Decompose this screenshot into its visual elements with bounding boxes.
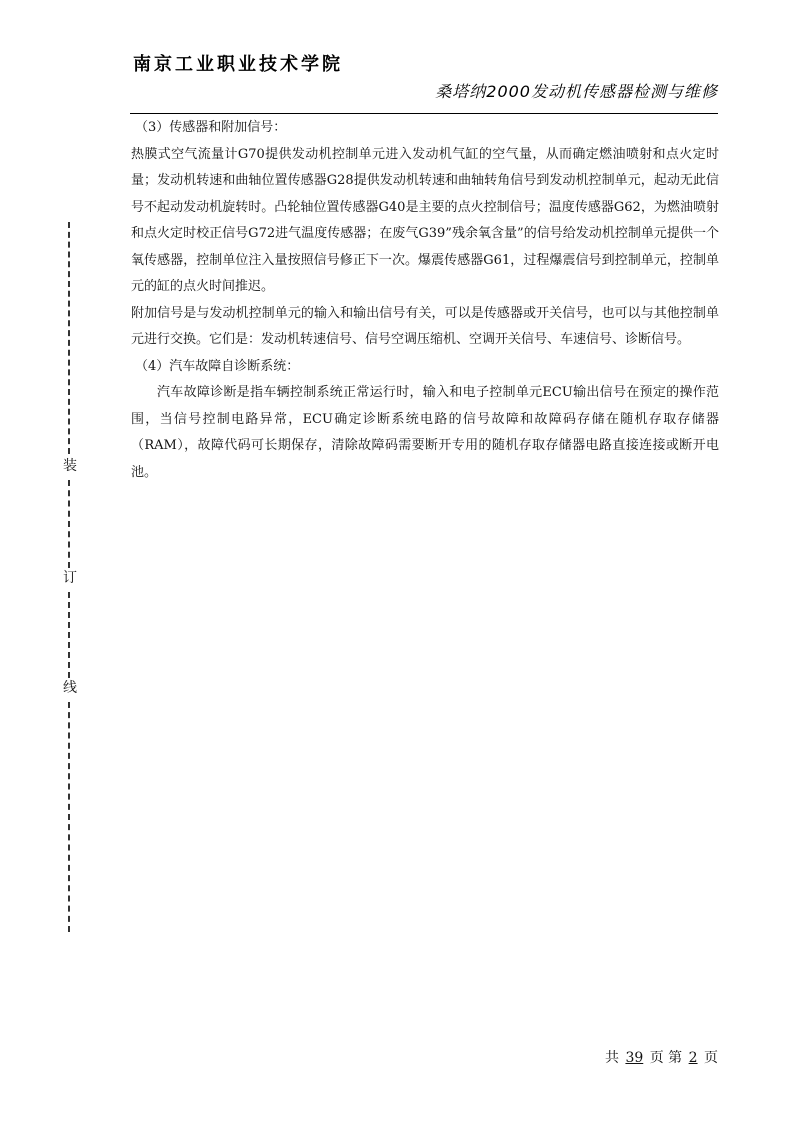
page-footer bbox=[605, 1047, 718, 1067]
course-title: 桑塔纳2000发动机传感器检测与维修 bbox=[435, 82, 718, 101]
header-divider bbox=[130, 113, 718, 114]
section-3-paragraph-sensors: 热膜式空气流量计G70提供发动机控制单元进入发动机气缸的空气量，从而确定燃油喷射和点火定时量；发动机转速和曲轴位置传感器G28提供发动机转速和曲轴转角信号到发动机控制单元，起动无此信号不起动发动机旋转时。凸轮轴位置传感器G40是主要的点火控制信号；温度传感器G62，为燃油喷射和点火定时校正信号G72进气温度传感器；在废气G39”残余氧含量”的信号给发动机控制单元提供一个氧传感器，控制单位注入量按照信号修正下一次。爆震传感器G61，过程爆震信号到控制单元，控制单元的缸的点火时间推迟。 bbox=[131, 146, 719, 294]
total-page-count: 39 bbox=[625, 1050, 644, 1066]
section-3-paragraph-additional-signals: 附加信号是与发动机控制单元的输入和输出信号有关，可以是传感器或开关信号，也可以与其他控制单元进行交换。它们是：发动机转速信号、信号空调压缩机、空调开关信号、车速信号、诊断信号。 bbox=[131, 305, 719, 347]
footer-total-prefix: 共 bbox=[604, 1050, 619, 1066]
section-4-heading: （4）汽车故障自诊断系统： bbox=[135, 358, 300, 374]
binding-dash-line bbox=[68, 702, 70, 932]
binding-margin bbox=[56, 222, 84, 932]
binding-dash-line bbox=[68, 592, 70, 678]
section-3-heading: （3）传感器和附加信号： bbox=[135, 120, 287, 135]
binding-char-xian: 线 bbox=[59, 678, 81, 698]
section-4-paragraph-diagnosis: 汽车故障诊断是指车辆控制系统正常运行时，输入和电子控制单元ECU输出信号在预定的操作范围，当信号控制电路异常，ECU确定诊断系统电路的信号故障和故障码存储在随机存取存储器（RAM），故障代码可长期保存，清除故障码需要断开专用的随机存取存储器电路直接连接或断开电池。 bbox=[131, 385, 719, 480]
binding-char-ding: 订 bbox=[59, 568, 81, 588]
school-name: 南京工业职业技术学院 bbox=[133, 54, 343, 75]
binding-dash-line bbox=[68, 480, 70, 568]
footer-current-suffix: 页 bbox=[704, 1050, 718, 1066]
current-page-number: 2 bbox=[688, 1050, 698, 1066]
document-body bbox=[131, 115, 719, 486]
footer-total-suffix: 页 第 bbox=[649, 1050, 683, 1066]
binding-char-zhuang: 装 bbox=[59, 456, 81, 476]
binding-dash-line bbox=[68, 222, 70, 454]
